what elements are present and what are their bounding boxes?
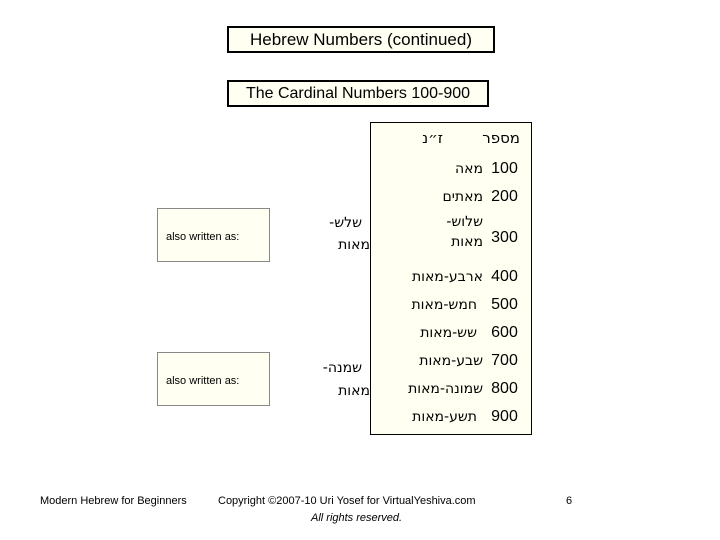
- numbers-table: [370, 122, 532, 435]
- alternate-hebrew-line2: מאות: [338, 383, 370, 399]
- footer-course-title: Modern Hebrew for Beginners: [40, 495, 187, 507]
- row-number: 500: [491, 296, 518, 313]
- header-gender: ז״נ: [422, 129, 443, 147]
- row-number: 900: [491, 408, 518, 425]
- alternate-label: also written as:: [166, 231, 240, 243]
- row-number: 400: [491, 268, 518, 285]
- row-hebrew-line1: שלוש-: [446, 214, 483, 230]
- row-number: 100: [491, 160, 518, 177]
- alternate-label-box: [157, 352, 270, 406]
- row-hebrew: מאתים: [442, 189, 483, 205]
- footer-rights: All rights reserved.: [311, 512, 403, 524]
- row-hebrew: מאה: [454, 161, 483, 177]
- row-hebrew: שמונה-מאות: [408, 381, 483, 397]
- alternate-label-box: [157, 208, 270, 262]
- row-hebrew: חמש-מאות: [411, 297, 477, 313]
- row-hebrew: שש-מאות: [420, 325, 477, 341]
- row-hebrew: ארבע-מאות: [411, 269, 483, 285]
- page-title: Hebrew Numbers (continued): [227, 26, 495, 53]
- alternate-hebrew-line1: שלש-: [329, 215, 362, 231]
- row-number: 200: [491, 188, 518, 205]
- header-number: מספר: [482, 129, 520, 147]
- row-number: 600: [491, 324, 518, 341]
- footer-copyright: Copyright ©2007-10 Uri Yosef for VirtualYeshiva.com: [218, 495, 476, 507]
- row-number: 300: [491, 229, 518, 246]
- alternate-label: also written as:: [166, 375, 240, 387]
- alternate-hebrew-line2: מאות: [338, 237, 370, 253]
- alternate-hebrew-line1: שמנה-: [322, 360, 362, 376]
- row-hebrew-line2: מאות: [451, 234, 483, 250]
- row-hebrew: תשע-מאות: [412, 409, 477, 425]
- row-number: 700: [491, 352, 518, 369]
- row-number: 800: [491, 380, 518, 397]
- footer-page-number: 6: [566, 495, 573, 507]
- page-subtitle: The Cardinal Numbers 100-900: [227, 80, 489, 107]
- row-hebrew: שבע-מאות: [419, 353, 483, 369]
